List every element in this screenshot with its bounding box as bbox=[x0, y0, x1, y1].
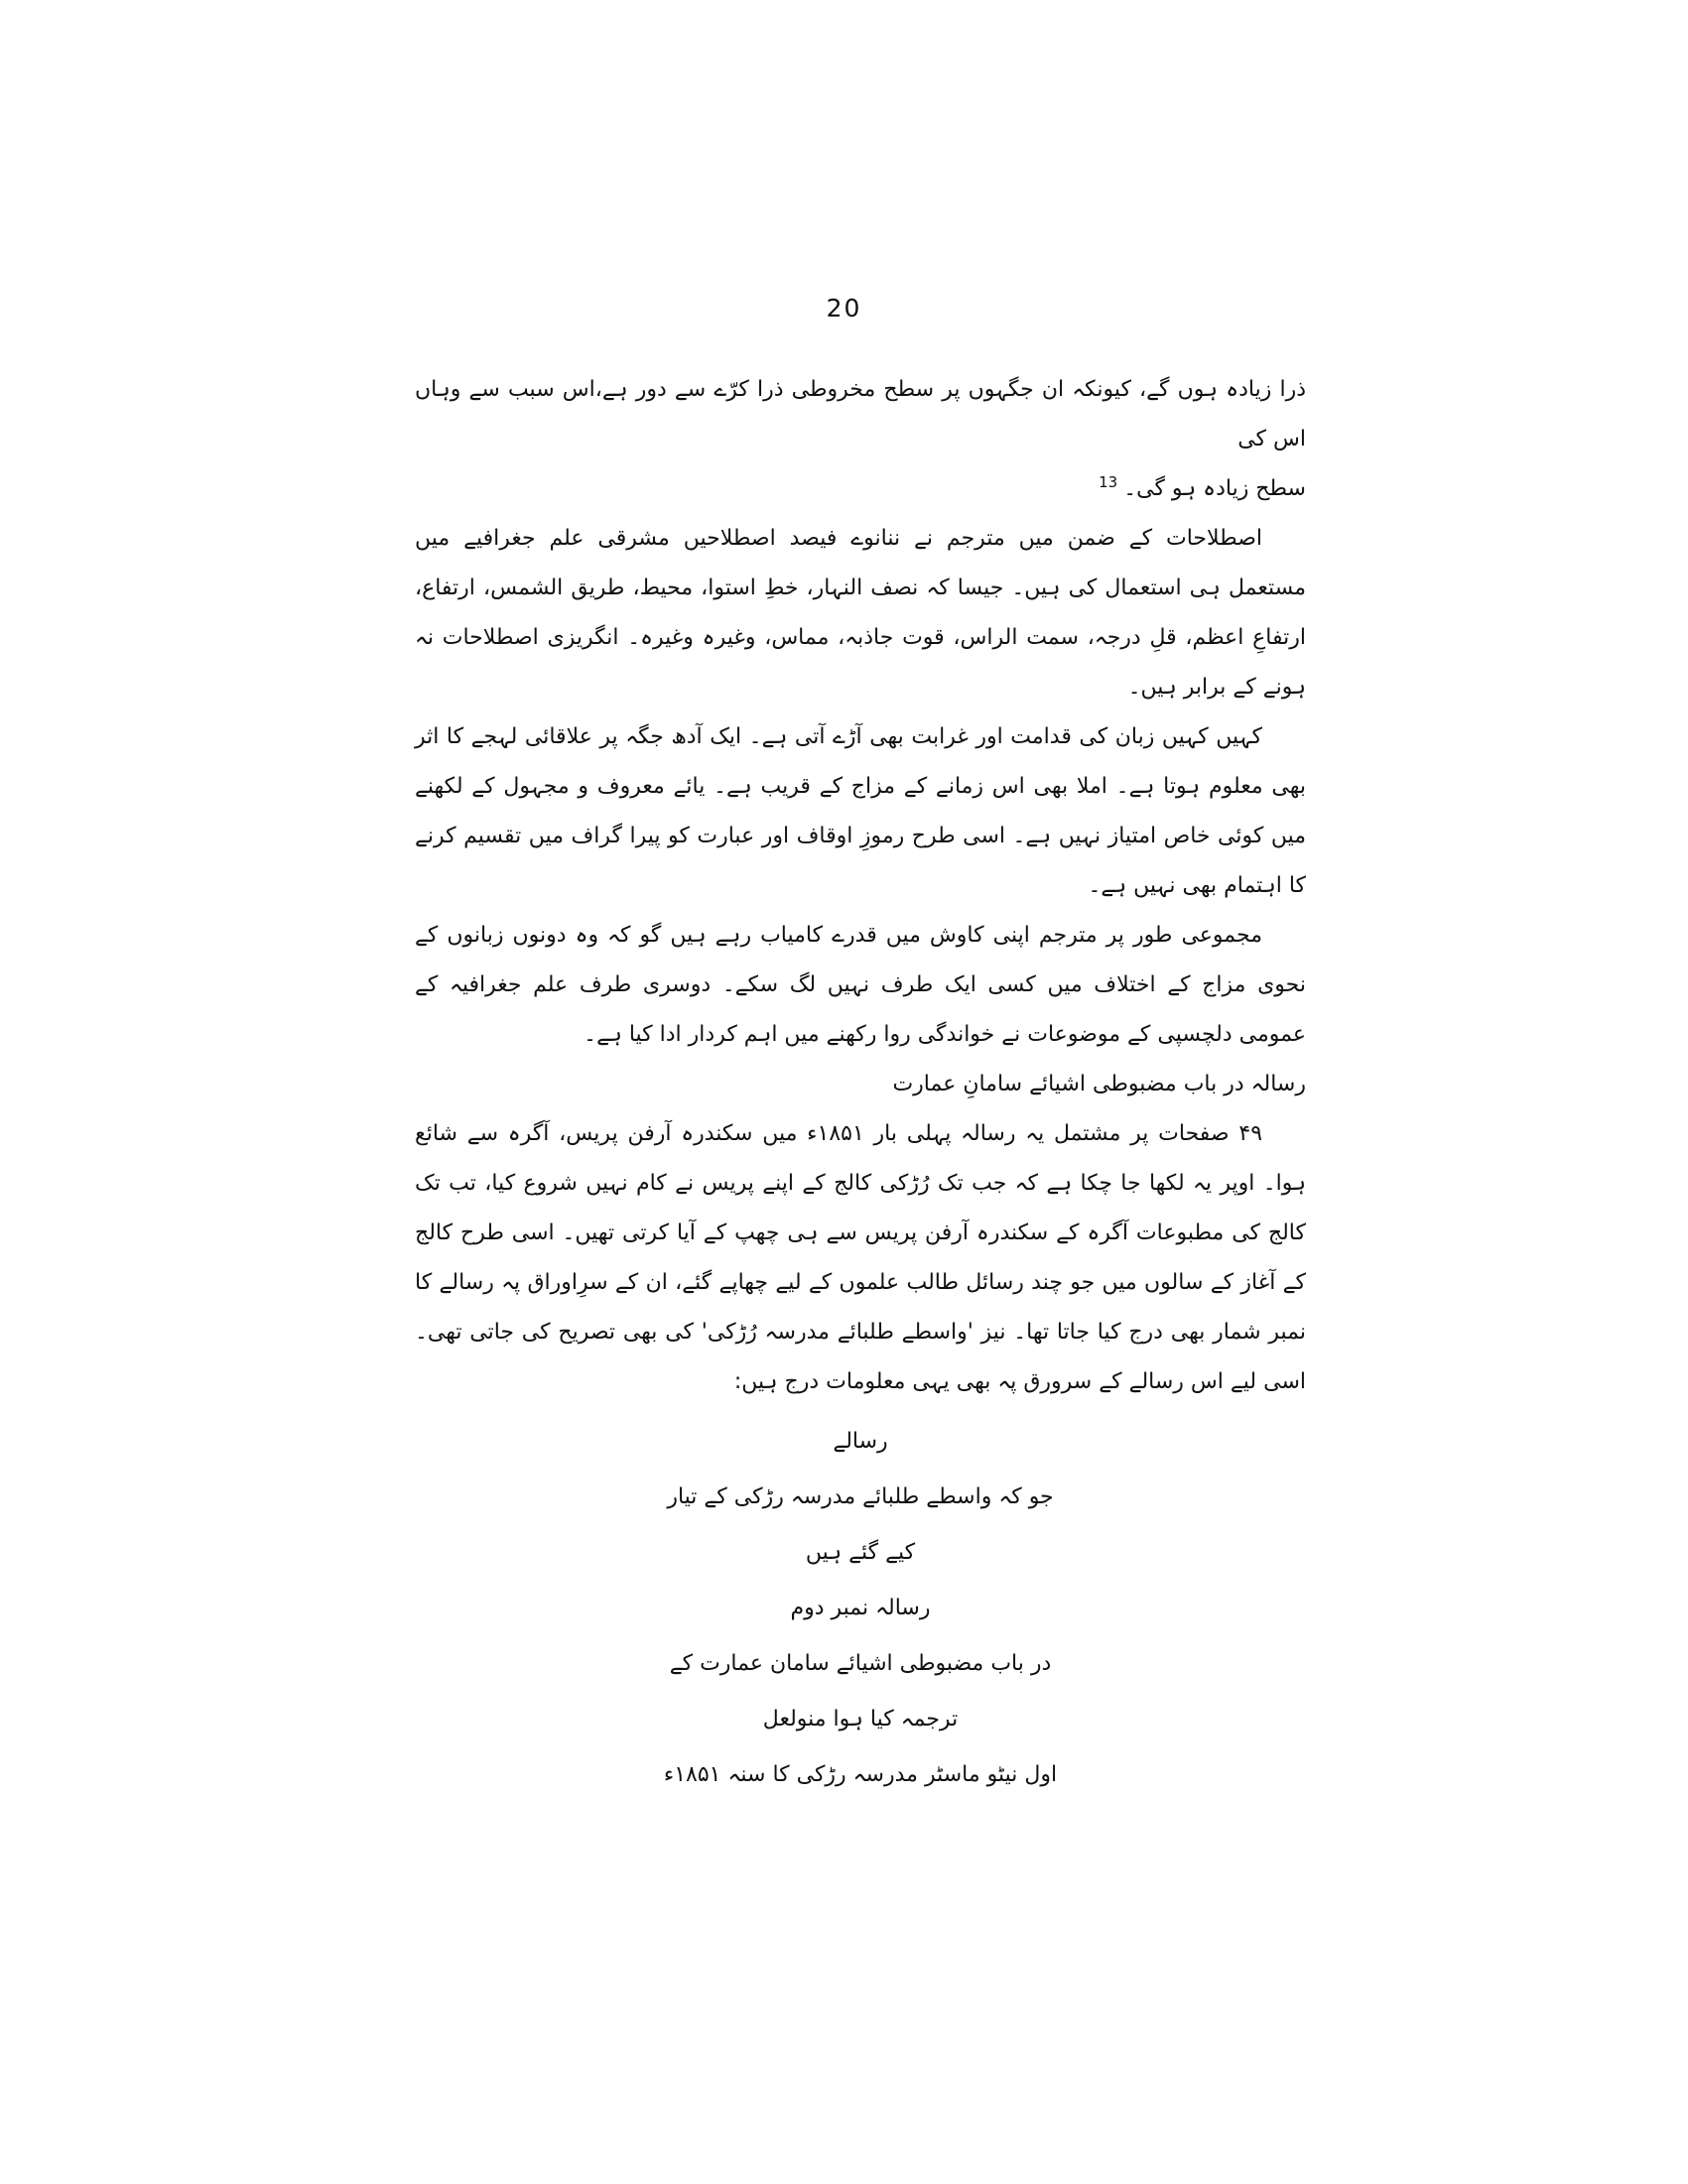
title-line: کیے گئے ہیں bbox=[805, 1540, 916, 1565]
paragraph-language: کہیں کہیں زبان کی قدامت اور غرابت بھی آڑے آتی ہے۔ ایک آدھ جگہ پر علاقائی لہجے کا اثر بھی معلوم ہوتا ہے۔ املا بھی اس زمانے کے مزاج کے قریب ہے۔ یائے معروف و مجہول کے لکھنے میں کوئی خاص امتیاز نہیں ہے۔ اسی طرح رموزِ اوقاف اور عبارت کو پیرا گراف میں تقسیم کرنے کا اہتمام بھی نہیں ہے۔ bbox=[415, 724, 1306, 898]
title-line: جو کہ واسطے طلبائے مدرسہ رڑکی کے تیار bbox=[667, 1484, 1054, 1509]
title-line: رسالہ نمبر دوم bbox=[790, 1596, 931, 1620]
body-text bbox=[415, 365, 1306, 1407]
paragraph-line-end: سطح زیادہ ہو گی۔ bbox=[1123, 476, 1306, 501]
section-heading: رسالہ در باب مضبوطی اشیائے سامانِ عمارت bbox=[892, 1072, 1306, 1096]
title-line: در باب مضبوطی اشیائے سامان عمارت کے bbox=[669, 1651, 1052, 1676]
footnote-marker: 13 bbox=[1099, 472, 1118, 491]
paragraph-continuation bbox=[415, 365, 1306, 514]
title-line: اول نیٹو ماسٹر مدرسہ رڑکی کا سنہ ۱۸۵۱ء bbox=[663, 1762, 1058, 1787]
title-line: رسالے bbox=[833, 1429, 888, 1454]
title-line: ترجمہ کیا ہوا منولعل bbox=[762, 1707, 959, 1732]
paragraph-publication: ۴۹ صفحات پر مشتمل یہ رسالہ پہلی بار ۱۸۵۱ء میں سکندرہ آرفن پریس، آگرہ سے شائع ہوا۔ اوپر یہ لکھا جا چکا ہے کہ جب تک رُڑکی کالج کے اپنے پریس نے کام نہیں شروع کیا، تب تک کالج کی مطبوعات آگرہ کے سکندرہ آرفن پریس سے ہی چھپ کے آیا کرتی تھیں۔ اسی طرح کالج کے آغاز کے سالوں میں جو چند رسائل طالب علموں کے لیے چھاپے گئے، ان کے سرِاوراق پہ رسالے کا نمبر شمار بھی درج کیا جاتا تھا۔ نیز 'واسطے طلبائے مدرسہ رُڑکی' کی بھی تصریح کی جاتی تھی۔ اسی لیے اس رسالے کے سرورق پہ بھی یہی معلومات درج ہیں: bbox=[415, 1121, 1306, 1394]
paragraph-terminology: اصطلاحات کے ضمن میں مترجم نے ننانوے فیصد اصطلاحیں مشرقی علم جغرافیے میں مستعمل ہی استعمال کی ہیں۔ جیسا کہ نصف النہار، خطِ استوا، محیط، طریق الشمس، ارتفاع، ارتفاعِ اعظم، قلِ درجہ، سمت الراس، قوت جاذبہ، مماس، وغیرہ وغیرہ۔ انگریزی اصطلاحات نہ ہونے کے برابر ہیں۔ bbox=[415, 526, 1306, 700]
paragraph-assessment: مجموعی طور پر مترجم اپنی کاوش میں قدرے کامیاب رہے ہیں گو کہ وہ دونوں زبانوں کے نحوی مزاج کے اختلاف میں کسی ایک طرف نہیں لگ سکے۔ دوسری طرف علم جغرافیہ کے عمومی دلچسپی کے موضوعات نے خواندگی روا رکھنے میں اہم کردار ادا کیا ہے۔ bbox=[415, 923, 1306, 1047]
quoted-title-page bbox=[415, 1414, 1306, 1803]
page-number: 20 bbox=[826, 294, 862, 322]
paragraph-line: ذرا زیادہ ہوں گے، کیونکہ ان جگہوں پر سطح مخروطی ذرا کرّے سے دور ہے،اس سبب سے وہاں اس کی bbox=[415, 377, 1306, 451]
